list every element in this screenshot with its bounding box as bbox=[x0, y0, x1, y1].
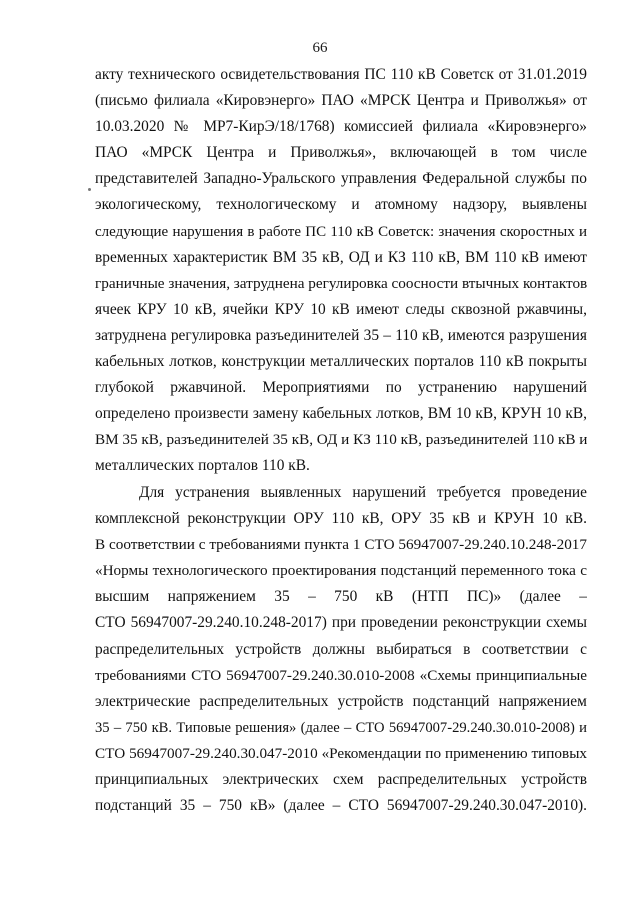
paragraph-1 bbox=[95, 62, 587, 480]
text-line: распределительных устройств должны выбираться в соответствии с bbox=[95, 640, 587, 658]
text-line: В соответствии с требованиями пункта 1 СТО 56947007-29.240.10.248-2017 bbox=[95, 536, 587, 554]
text-line: (письмо филиала «Кировэнерго» ПАО «МРСК Центра и Приволжья» от bbox=[95, 92, 587, 110]
text-line: подстанций 35 – 750 кВ» (далее – СТО 56947007-29.240.30.047-2010). bbox=[95, 797, 587, 815]
text-line: акту технического освидетельствования ПС 110 кВ Советск от 31.01.2019 bbox=[95, 66, 587, 83]
text-line: СТО 56947007-29.240.30.047-2010 «Рекомендации по применению типовых bbox=[95, 744, 587, 762]
paragraph-2 bbox=[95, 480, 587, 819]
text-line: временных характеристик ВМ 35 кВ, ОД и КЗ 110 кВ, ВМ 110 кВ имеют bbox=[95, 248, 587, 266]
scan-dot-mark bbox=[88, 188, 91, 191]
text-line: Для устранения выявленных нарушений требуется проведение bbox=[139, 484, 587, 501]
text-line: металлических порталов 110 кВ. bbox=[95, 457, 310, 475]
text-line: высшим напряжением 35 – 750 кВ (НТП ПС)» (далее – bbox=[95, 588, 587, 606]
text-line: определено произвести замену кабельных лотков, ВМ 10 кВ, КРУН 10 кВ, bbox=[95, 405, 587, 423]
text-line: ячеек КРУ 10 кВ, ячейки КРУ 10 кВ имеют следы сквозной ржавчины, bbox=[95, 300, 587, 318]
text-line: электрические распределительных устройств подстанций напряжением bbox=[95, 692, 587, 710]
text-line: 35 – 750 кВ. Типовые решения» (далее – СТО 56947007-29.240.30.010-2008) и bbox=[95, 719, 587, 736]
page-number: 66 bbox=[312, 40, 328, 56]
text-line: представителей Западно-Уральского управления Федеральной службы по bbox=[95, 170, 587, 188]
text-line: экологическому, технологическому и атомному надзору, выявлены bbox=[95, 196, 587, 214]
text-line: требованиями СТО 56947007-29.240.30.010-2008 «Схемы принципиальные bbox=[95, 666, 587, 684]
text-line: следующие нарушения в работе ПС 110 кВ Советск: значения скоростных и bbox=[95, 223, 587, 240]
text-line: затруднена регулировка разъединителей 35 – 110 кВ, имеются разрушения bbox=[95, 326, 587, 344]
text-line: СТО 56947007-29.240.10.248-2017) при проведении реконструкции схемы bbox=[95, 614, 587, 632]
text-line: комплексной реконструкции ОРУ 110 кВ, ОРУ 35 кВ и КРУН 10 кВ. bbox=[95, 510, 587, 528]
text-line: «Нормы технологического проектирования подстанций переменного тока с bbox=[95, 562, 587, 580]
text-line: 10.03.2020 № МР7-КирЭ/18/1768) комиссией филиала «Кировэнерго» bbox=[95, 118, 587, 136]
text-line: глубокой ржавчиной. Мероприятиями по устранению нарушений bbox=[95, 379, 587, 397]
text-line: ВМ 35 кВ, разъединителей 35 кВ, ОД и КЗ 110 кВ, разъединителей 110 кВ и bbox=[95, 431, 587, 449]
text-line: принципиальных электрических схем распределительных устройств bbox=[95, 771, 587, 789]
text-line: граничные значения, затруднена регулировка соосности втычных контактов bbox=[95, 274, 587, 292]
text-line: кабельных лотков, конструкции металлических порталов 110 кВ покрыты bbox=[95, 353, 587, 371]
text-line: ПАО «МРСК Центра и Приволжья», включающей в том числе bbox=[95, 144, 587, 162]
